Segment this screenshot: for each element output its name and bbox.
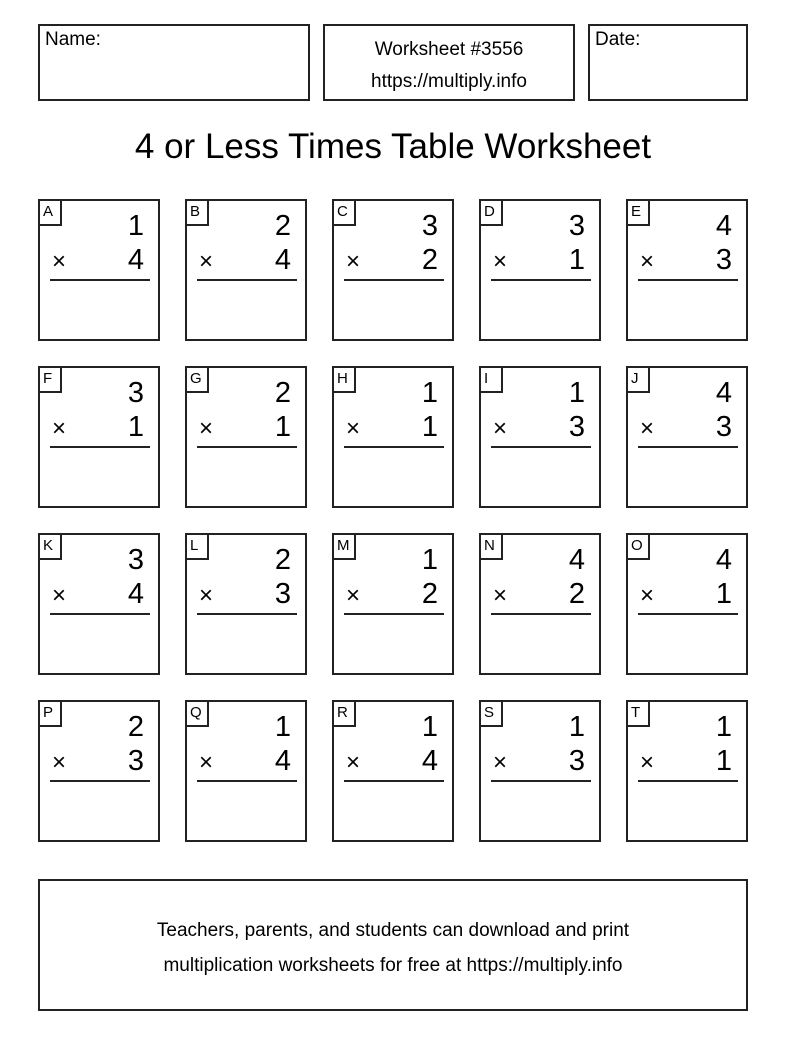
date-field-box [588, 24, 748, 101]
multiply-sign-icon: × [199, 415, 214, 442]
answer-line [491, 613, 591, 615]
multiplier: 4 [274, 745, 291, 777]
multiply-sign-icon: × [346, 749, 361, 776]
multiplicand: 3 [127, 544, 144, 576]
problem-card [626, 199, 748, 341]
answer-line [197, 613, 297, 615]
multiplier: 4 [274, 244, 291, 276]
problem-card [38, 700, 160, 842]
problem-card [38, 533, 160, 675]
multiplier: 3 [715, 244, 732, 276]
footer-line-1: Teachers, parents, and students can download and print [156, 920, 630, 941]
answer-line [491, 279, 591, 281]
multiplicand: 4 [715, 377, 732, 409]
problem-card [185, 700, 307, 842]
multiplier: 1 [715, 745, 732, 777]
multiplicand: 1 [274, 711, 291, 743]
problem-card [38, 366, 160, 508]
problem-card [185, 533, 307, 675]
multiply-sign-icon: × [640, 248, 655, 275]
answer-line [50, 446, 150, 448]
problem-card [479, 700, 601, 842]
multiply-sign-icon: × [346, 415, 361, 442]
multiplier: 1 [127, 411, 144, 443]
problem-label: I [479, 366, 503, 393]
multiplier: 1 [715, 578, 732, 610]
multiplicand: 1 [568, 711, 585, 743]
multiplier: 1 [421, 411, 438, 443]
multiply-sign-icon: × [493, 749, 508, 776]
multiply-sign-icon: × [493, 415, 508, 442]
footer-line-2: multiplication worksheets for free at https://multiply.info [163, 955, 623, 976]
multiplicand: 4 [715, 544, 732, 576]
problem-card [479, 199, 601, 341]
problem-label: F [38, 366, 62, 393]
multiplicand: 2 [127, 711, 144, 743]
date-label: Date: [595, 29, 641, 50]
problem-card [479, 366, 601, 508]
multiplicand: 1 [421, 377, 438, 409]
problem-label: N [479, 533, 503, 560]
problem-label: D [479, 199, 503, 226]
multiplicand: 2 [274, 210, 291, 242]
multiply-sign-icon: × [199, 582, 214, 609]
multiply-sign-icon: × [640, 749, 655, 776]
multiply-sign-icon: × [346, 248, 361, 275]
problem-label: C [332, 199, 356, 226]
answer-line [344, 279, 444, 281]
problem-label: A [38, 199, 62, 226]
multiplier: 1 [274, 411, 291, 443]
answer-line [197, 446, 297, 448]
answer-line [491, 446, 591, 448]
multiplier: 2 [568, 578, 585, 610]
problem-label: B [185, 199, 209, 226]
problem-card [626, 366, 748, 508]
problem-label: T [626, 700, 650, 727]
problem-card [332, 700, 454, 842]
answer-line [50, 780, 150, 782]
multiplicand: 1 [421, 544, 438, 576]
answer-line [344, 446, 444, 448]
multiplier: 2 [421, 244, 438, 276]
problem-label: M [332, 533, 356, 560]
problem-label: R [332, 700, 356, 727]
answer-line [638, 780, 738, 782]
multiply-sign-icon: × [493, 248, 508, 275]
problem-card [38, 199, 160, 341]
problem-card [332, 533, 454, 675]
website-text: https://multiply.info [371, 71, 527, 92]
multiply-sign-icon: × [52, 248, 67, 275]
worksheet-info-box [323, 24, 575, 101]
problem-card [185, 199, 307, 341]
multiplier: 3 [715, 411, 732, 443]
multiply-sign-icon: × [640, 582, 655, 609]
multiplicand: 1 [715, 711, 732, 743]
name-field-box [38, 24, 310, 101]
multiplicand: 3 [568, 210, 585, 242]
answer-line [50, 279, 150, 281]
multiplicand: 2 [274, 544, 291, 576]
problem-label: O [626, 533, 650, 560]
problem-card [332, 366, 454, 508]
problem-label: J [626, 366, 650, 393]
answer-line [638, 613, 738, 615]
answer-line [344, 613, 444, 615]
problem-label: H [332, 366, 356, 393]
problem-card [479, 533, 601, 675]
multiplier: 4 [421, 745, 438, 777]
answer-line [197, 279, 297, 281]
multiply-sign-icon: × [199, 749, 214, 776]
problem-label: K [38, 533, 62, 560]
name-label: Name: [45, 29, 101, 50]
multiply-sign-icon: × [52, 415, 67, 442]
multiply-sign-icon: × [346, 582, 361, 609]
multiplier: 4 [127, 578, 144, 610]
footer-box [38, 879, 748, 1011]
multiplier: 3 [568, 411, 585, 443]
multiply-sign-icon: × [493, 582, 508, 609]
problem-label: L [185, 533, 209, 560]
answer-line [197, 780, 297, 782]
answer-line [344, 780, 444, 782]
problem-label: E [626, 199, 650, 226]
page-title: 4 or Less Times Table Worksheet [134, 127, 652, 166]
answer-line [638, 446, 738, 448]
multiplicand: 1 [568, 377, 585, 409]
multiplicand: 2 [274, 377, 291, 409]
multiplicand: 1 [127, 210, 144, 242]
answer-line [50, 613, 150, 615]
multiply-sign-icon: × [199, 248, 214, 275]
problem-card [626, 700, 748, 842]
multiplicand: 3 [421, 210, 438, 242]
worksheet-number: Worksheet #3556 [374, 39, 524, 60]
problem-card [185, 366, 307, 508]
multiplicand: 4 [568, 544, 585, 576]
multiply-sign-icon: × [52, 582, 67, 609]
problem-card [332, 199, 454, 341]
answer-line [491, 780, 591, 782]
multiplicand: 1 [421, 711, 438, 743]
problem-label: G [185, 366, 209, 393]
problem-card [626, 533, 748, 675]
multiplier: 3 [568, 745, 585, 777]
problem-label: P [38, 700, 62, 727]
multiplier: 4 [127, 244, 144, 276]
problem-label: S [479, 700, 503, 727]
multiplicand: 4 [715, 210, 732, 242]
multiply-sign-icon: × [52, 749, 67, 776]
problem-label: Q [185, 700, 209, 727]
multiplier: 2 [421, 578, 438, 610]
multiplier: 3 [127, 745, 144, 777]
answer-line [638, 279, 738, 281]
multiplier: 3 [274, 578, 291, 610]
multiplier: 1 [568, 244, 585, 276]
multiplicand: 3 [127, 377, 144, 409]
multiply-sign-icon: × [640, 415, 655, 442]
